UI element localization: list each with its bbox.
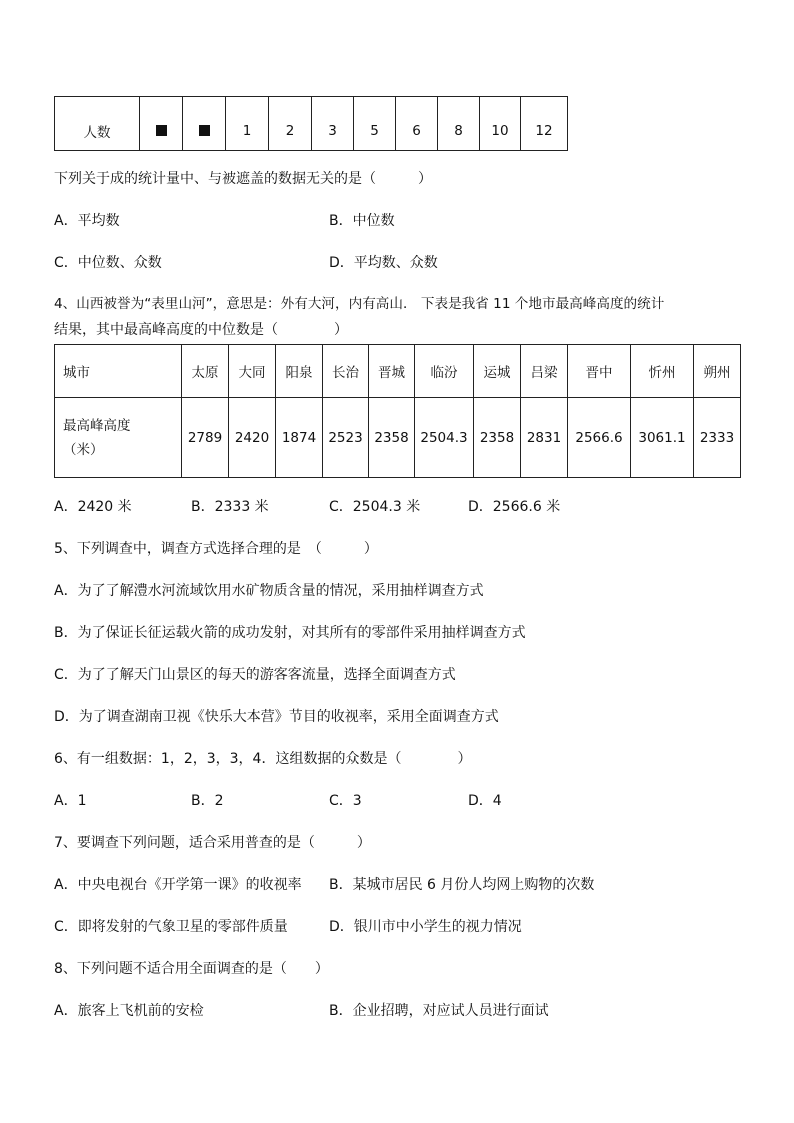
q4-option-a: A．2420 米 — [54, 499, 132, 515]
city-cell: 大同 — [229, 345, 276, 398]
q3-stem: 下列关于成的统计量中、与被遮盖的数据无关的是（ ） — [54, 171, 432, 187]
q3-option-a: A．平均数 — [54, 213, 120, 229]
q4-option-b: B．2333 米 — [191, 499, 269, 515]
height-header-line2: （米） — [63, 441, 104, 458]
height-cell: 2358 — [474, 398, 521, 478]
covered-cell — [183, 97, 226, 151]
city-cell: 运城 — [474, 345, 521, 398]
city-header: 城市 — [55, 345, 182, 398]
height-header — [55, 398, 182, 478]
q4-stem-line2: 结果，其中最高峰高度的中位数是（ ） — [54, 322, 348, 338]
table-cell: 10 — [480, 97, 521, 151]
table-cell: 1 — [226, 97, 269, 151]
row-label: 人数 — [55, 97, 140, 151]
people-count-table — [54, 96, 568, 151]
q6-option-b: B．2 — [191, 793, 224, 809]
q7-option-b: B．某城市居民 6 月份人均网上购物的次数 — [329, 877, 595, 893]
table-cell: 12 — [521, 97, 568, 151]
q7-stem: 7、要调查下列问题，适合采用普查的是（ ） — [54, 835, 371, 851]
q6-option-d: D．4 — [468, 793, 502, 809]
height-cell: 2789 — [182, 398, 229, 478]
q8-option-b: B．企业招聘，对应试人员进行面试 — [329, 1003, 549, 1019]
q5-stem: 5、下列调查中，调查方式选择合理的是 （ ） — [54, 541, 378, 557]
q3-option-b: B．中位数 — [329, 213, 395, 229]
covered-square-icon — [199, 125, 210, 136]
q4-option-c: C．2504.3 米 — [329, 499, 421, 515]
height-cell: 2504.3 — [415, 398, 474, 478]
city-cell: 晋城 — [369, 345, 415, 398]
city-cell: 长治 — [323, 345, 369, 398]
covered-square-icon — [156, 125, 167, 136]
city-cell: 忻州 — [631, 345, 694, 398]
height-cell: 3061.1 — [631, 398, 694, 478]
city-cell: 阳泉 — [276, 345, 323, 398]
covered-cell — [140, 97, 183, 151]
height-cell: 2358 — [369, 398, 415, 478]
q6-stem: 6、有一组数据：1，2，3，3，4．这组数据的众数是（ ） — [54, 751, 472, 767]
height-cell: 1874 — [276, 398, 323, 478]
q5-option-a: A．为了了解澧水河流域饮用水矿物质含量的情况，采用抽样调查方式 — [54, 583, 484, 599]
height-cell: 2420 — [229, 398, 276, 478]
table-cell: 8 — [438, 97, 480, 151]
height-header-line1: 最高峰高度 — [63, 417, 131, 434]
q3-option-c: C．中位数、众数 — [54, 255, 162, 271]
q3-option-d: D．平均数、众数 — [329, 255, 438, 271]
q8-stem: 8、下列问题不适合用全面调查的是（ ） — [54, 961, 329, 977]
height-cell: 2566.6 — [568, 398, 631, 478]
q7-option-a: A．中央电视台《开学第一课》的收视率 — [54, 877, 302, 893]
q5-option-d: D．为了调查湖南卫视《快乐大本营》节目的收视率，采用全面调查方式 — [54, 709, 499, 725]
city-cell: 晋中 — [568, 345, 631, 398]
q7-option-d: D．银川市中小学生的视力情况 — [329, 919, 522, 935]
city-cell: 吕梁 — [521, 345, 568, 398]
city-cell: 太原 — [182, 345, 229, 398]
table-cell: 6 — [396, 97, 438, 151]
peak-height-table — [54, 344, 741, 478]
q6-option-c: C．3 — [329, 793, 362, 809]
city-cell: 临汾 — [415, 345, 474, 398]
height-cell: 2831 — [521, 398, 568, 478]
table-cell: 3 — [312, 97, 354, 151]
height-cell: 2523 — [323, 398, 369, 478]
q5-option-b: B．为了保证长征运载火箭的成功发射，对其所有的零部件采用抽样调查方式 — [54, 625, 526, 641]
q7-option-c: C．即将发射的气象卫星的零部件质量 — [54, 919, 288, 935]
table-cell: 2 — [269, 97, 312, 151]
q4-option-d: D．2566.6 米 — [468, 499, 561, 515]
q4-stem-line1: 4、山西被誉为“表里山河”，意思是：外有大河，内有高山． 下表是我省 11 个地市最高峰高度的统计 — [54, 296, 665, 312]
q6-option-a: A．1 — [54, 793, 87, 809]
city-cell: 朔州 — [694, 345, 741, 398]
q5-option-c: C．为了了解天门山景区的每天的游客客流量，选择全面调查方式 — [54, 667, 456, 683]
table-cell: 5 — [354, 97, 396, 151]
height-cell: 2333 — [694, 398, 741, 478]
q8-option-a: A．旅客上飞机前的安检 — [54, 1003, 204, 1019]
